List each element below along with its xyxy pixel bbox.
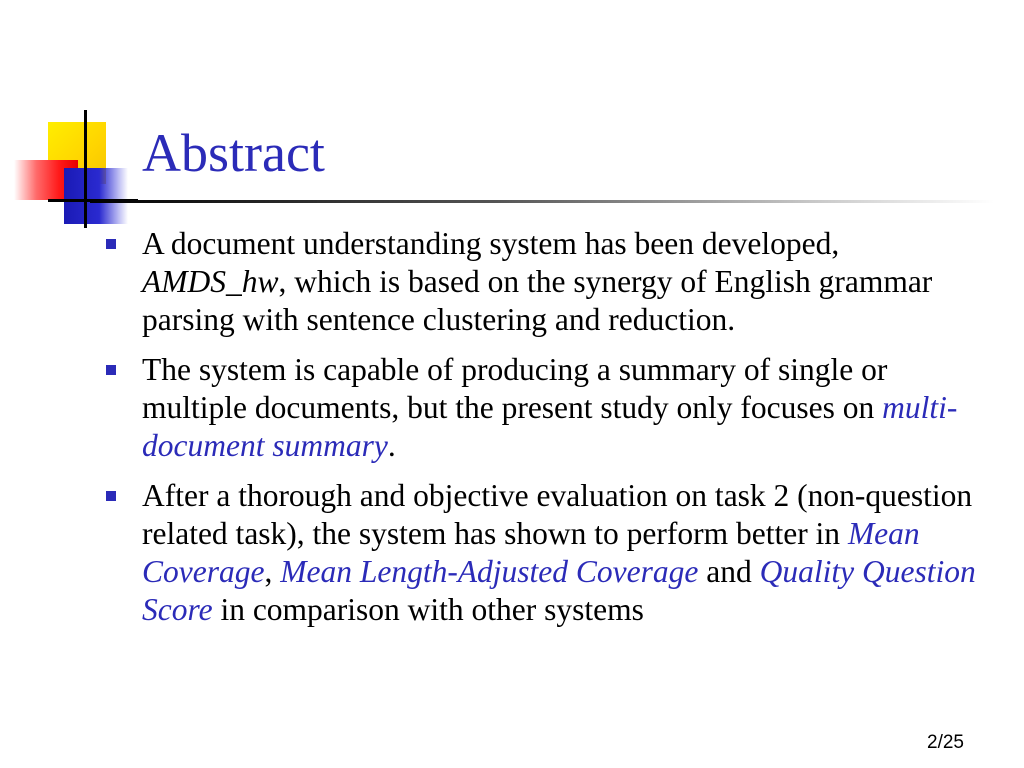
bullet-1-text-2: , which is based on the synergy of English grammar parsing with sentence clustering and reduction.	[142, 264, 933, 337]
bullet-item-3	[104, 477, 984, 629]
bullet-3-text-1: After a thorough and objective evaluation on task 2 (non-question related task), the system has shown to perform better in	[142, 478, 973, 551]
bullet-3-emphasis-3: Quality Question Score	[142, 554, 976, 627]
bullet-item-1	[104, 225, 984, 339]
bullet-item-2	[104, 351, 984, 465]
bullet-3-emphasis-1: Mean Coverage	[142, 516, 920, 589]
square-bullet-icon	[106, 365, 116, 375]
square-bullet-icon	[106, 491, 116, 501]
bullet-3-text-2: ,	[264, 554, 281, 589]
bullet-1-system-name: AMDS_hw	[142, 264, 279, 299]
bullet-3-text-3: and	[698, 554, 760, 589]
bullet-2-text-1: The system is capable of producing a summary of single or multiple documents, but the present study only focuses on	[142, 352, 888, 425]
bullet-3-text-4: in comparison with other systems	[212, 592, 644, 627]
bullet-2-text-2: .	[387, 428, 396, 463]
square-bullet-icon	[106, 239, 116, 249]
bullet-1-text-1: A document understanding system has been developed,	[142, 226, 840, 261]
bullet-2-emphasis: multi-document summary	[142, 390, 958, 463]
title-underline	[90, 200, 994, 203]
bullet-list	[104, 225, 984, 641]
logo-blue-square	[64, 168, 128, 224]
bullet-3-emphasis-2: Mean Length-Adjusted Coverage	[280, 554, 699, 589]
slide-title: Abstract	[142, 123, 325, 183]
logo-vertical-line	[84, 110, 87, 228]
page-number: 2/25	[927, 732, 964, 753]
